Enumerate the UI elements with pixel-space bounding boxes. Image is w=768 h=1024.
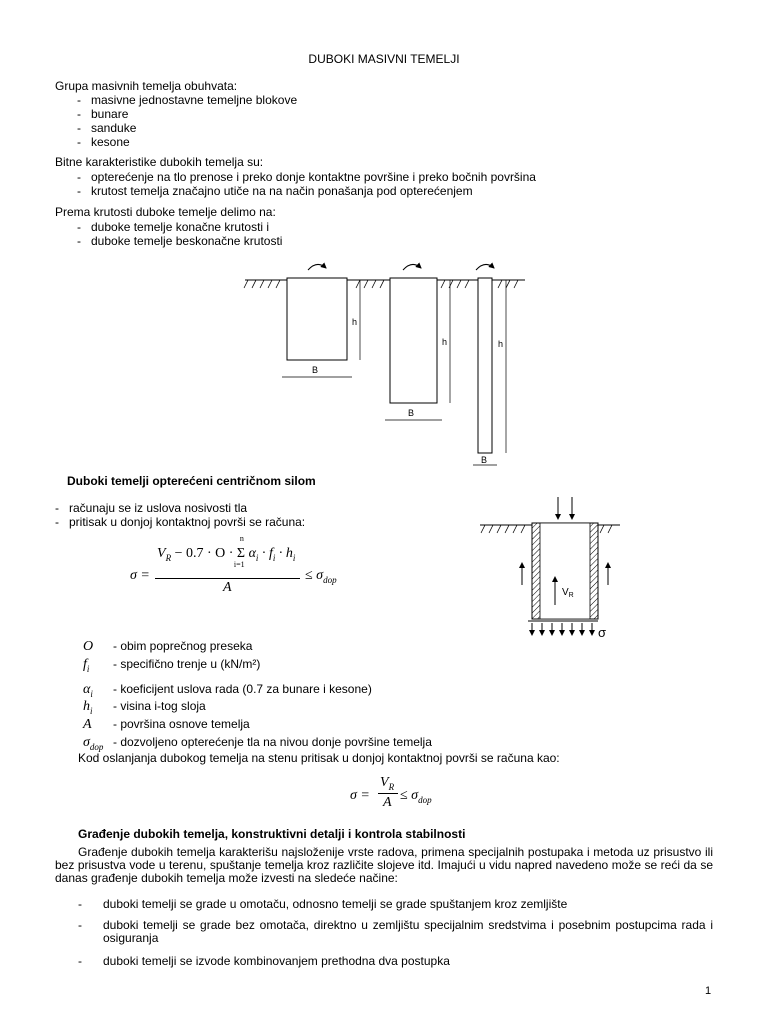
- sigma-label: σ: [598, 625, 607, 640]
- moment-arrow: [476, 264, 494, 270]
- formula-sigma: σ =: [130, 568, 150, 583]
- foundation-core: [540, 523, 590, 619]
- formula-denominator: A: [223, 580, 232, 595]
- legend-item: $\alpha_i$ - koeficijent uslova rada (0.7 za bunare i kesone): [83, 682, 372, 699]
- foundation-block-2: [390, 278, 437, 403]
- list-item: - duboke temelje beskonačne krutosti: [77, 234, 283, 248]
- list-item: - kesone: [77, 135, 130, 149]
- page-number: 1: [705, 985, 712, 997]
- moment-arrow: [403, 264, 421, 270]
- vr-label: $V_R$: [562, 587, 574, 599]
- list-item: - duboke temelje konačne krutosti i: [77, 220, 270, 234]
- h-label: h: [498, 339, 504, 349]
- moment-arrow: [308, 264, 326, 270]
- list-item: - pritisak u donjoj kontaktnoj površi se računa:: [55, 515, 306, 529]
- h-label: h: [442, 337, 448, 347]
- stiff-heading: Prema krutosti duboke temelje delimo na:: [55, 205, 276, 219]
- formula2-numerator: $V_R$: [380, 775, 395, 792]
- list-item: - računaju se iz uslova nosivosti tla: [55, 501, 248, 515]
- legend-item: $\sigma_{dop}$ - dozvoljeno opterećenje tla na nivou donje površine temelja: [83, 735, 432, 752]
- formula2-denominator: A: [383, 795, 392, 810]
- foundation-types-figure: [240, 255, 530, 470]
- h-label: h: [352, 317, 358, 327]
- group-heading: Grupa masivnih temelja obuhvata:: [55, 79, 238, 93]
- foundation-block-3: [478, 278, 492, 453]
- char-heading: Bitne karakteristike dubokih temelja su:: [55, 155, 264, 169]
- formula-leq: ≤ $\sigma_{dop}$: [305, 568, 337, 585]
- legend-item: $f_i$ - specifično trenje u (kN/m²): [83, 657, 261, 674]
- b-label: B: [481, 455, 488, 465]
- list-item: - duboki temelji se izvode kombinovanjem prethodna dva postupka: [78, 954, 450, 968]
- list-item: - opterećenje na tlo prenose i preko donje kontaktne površine i preko bočnih površina: [77, 170, 536, 184]
- list-item: - duboki temelji se grade u omotaču, odnosno temelji se grade spuštanjem kroz zemljište: [78, 897, 568, 911]
- list-item: - duboki temelji se grade bez omotača, direktno u zemljištu specijalnim sredstvima i posebnim postupcima rada i osiguranja: [78, 918, 713, 945]
- b-label: B: [408, 408, 415, 418]
- list-item: - sanduke: [77, 121, 137, 135]
- foundation-block-1: [287, 278, 347, 360]
- legend-item: O - obim poprečnog preseka: [83, 639, 253, 654]
- formula2-sigma: σ =: [350, 788, 370, 803]
- section-heading: Duboki temelji opterećeni centričnom silom: [67, 474, 316, 488]
- list-item: - krutost temelja značajno utiče na na način ponašanja pod opterećenjem: [77, 184, 473, 198]
- ground-hatch: [244, 280, 518, 288]
- formula2-leq: ≤ $\sigma_{dop}$: [400, 788, 432, 805]
- fraction-bar: [378, 793, 398, 794]
- legend-item: A - površina osnove temelja: [83, 717, 250, 732]
- list-item: - bunare: [77, 107, 129, 121]
- centric-load-figure: [480, 495, 620, 645]
- section-heading: Građenje dubokih temelja, konstruktivni detalji i kontrola stabilnosti: [78, 827, 466, 841]
- list-item: - masivne jednostavne temeljne blokove: [77, 93, 298, 107]
- section-paragraph: Građenje dubokih temelja karakterišu najsloženije vrste radova, primena specijalnih postupaka i metoda uz prisustvo ili bez prisustva vode u terenu, spuštanje temelja kroz različite slojeve itd. Imajući u vidu napred navedeno može se reći da se danas građenje dubokih temelja može izvesti na sledeće načine:: [55, 845, 713, 885]
- formula-numerator: $V_R - 0.7 \cdot O$ · n Σ i=1 $\alpha_i \cdot f_i \cdot h_i$: [157, 534, 296, 569]
- fraction-bar: [155, 578, 300, 579]
- b-label: B: [312, 365, 319, 375]
- page-title: DUBOKI MASIVNI TEMELJI: [308, 52, 460, 66]
- wall-text: Kod oslanjanja dubokog temelja na stenu pritisak u donjoj kontaktnoj površi se računa kao:: [78, 751, 560, 765]
- legend-item: $h_i$ - visina i-tog sloja: [83, 699, 206, 716]
